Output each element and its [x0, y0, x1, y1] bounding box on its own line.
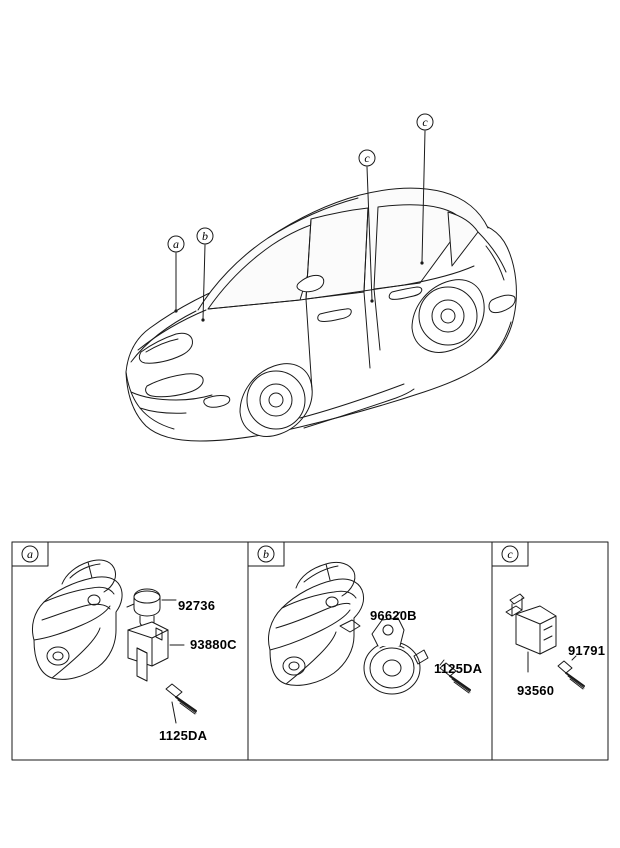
callout-letter-b[interactable]: b [202, 229, 208, 243]
callout-letter-c-right[interactable]: c [422, 115, 428, 129]
panel-a-detail [32, 560, 196, 723]
part-label-93880C: 93880C [190, 637, 237, 652]
part-label-96620B: 96620B [370, 608, 417, 623]
vehicle-drawing [126, 188, 516, 441]
horn-disc [364, 618, 428, 694]
panel-letter-b: b [263, 547, 269, 561]
part-label-1125DA-a: 1125DA [159, 728, 208, 743]
part-label-92736: 92736 [178, 598, 216, 613]
part-label-1125DA-b: 1125DA [434, 661, 483, 676]
panel-letter-c: c [507, 547, 513, 561]
callout-letter-a[interactable]: a [173, 237, 179, 251]
part-label-91791: 91791 [568, 643, 606, 658]
bolt-a [166, 684, 196, 714]
callout-letter-c-left[interactable]: c [364, 151, 370, 165]
panel-c-detail [506, 594, 584, 689]
door-switch [506, 594, 556, 654]
part-label-93560: 93560 [517, 683, 555, 698]
screw-c [558, 661, 584, 689]
panel-letter-a: a [27, 547, 33, 561]
